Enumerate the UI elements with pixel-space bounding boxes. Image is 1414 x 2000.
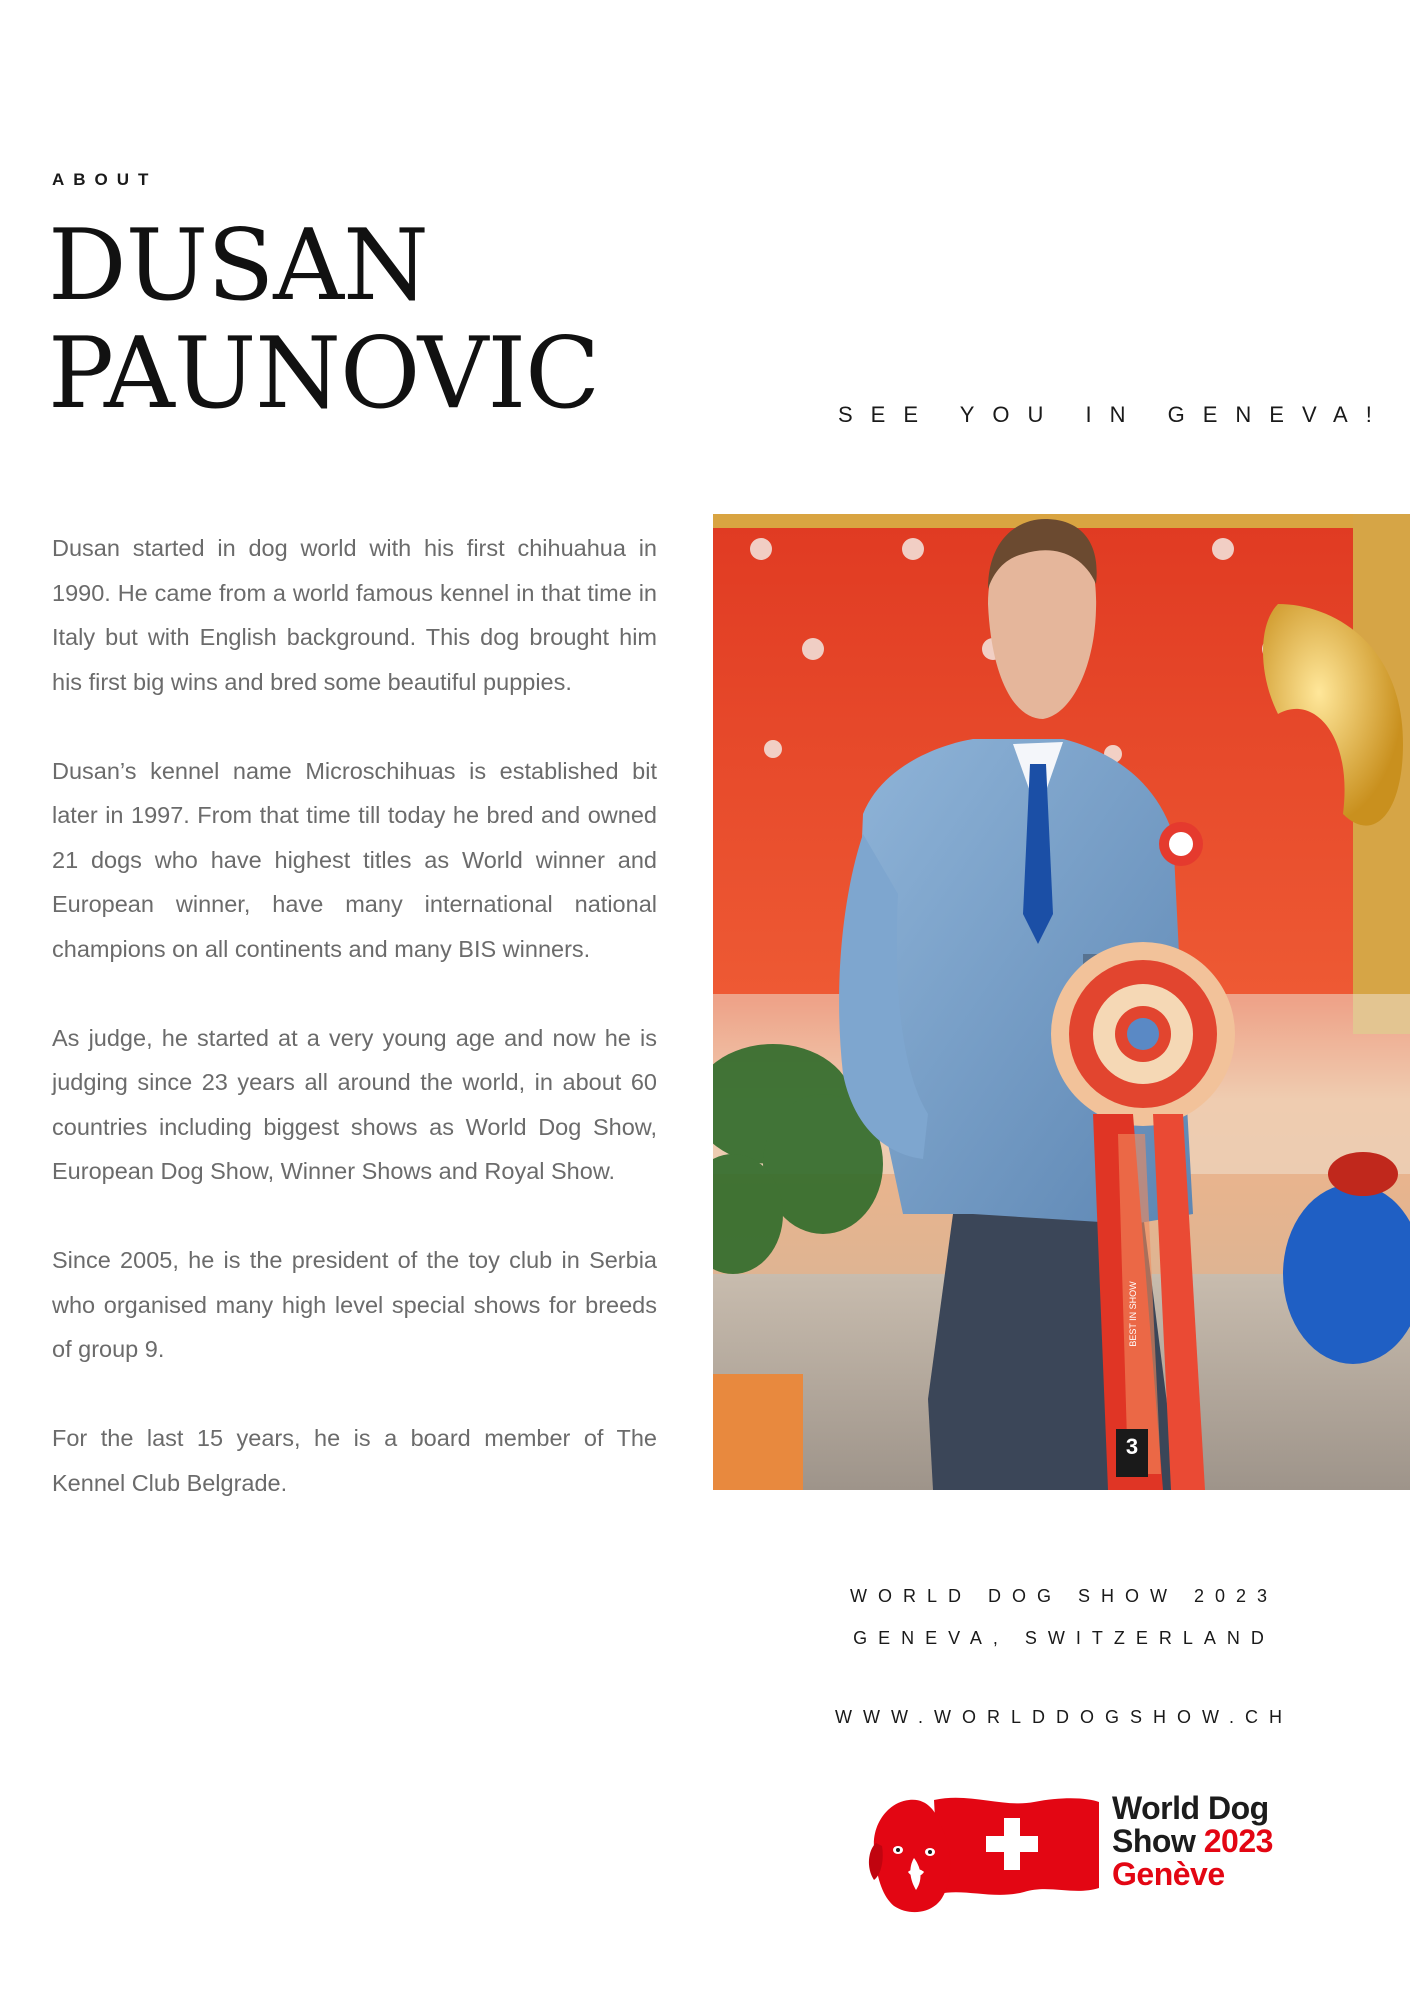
world-dog-show-logo — [864, 1788, 1294, 1918]
logo-show: Show — [1112, 1823, 1196, 1859]
saint-bernard-flag-icon — [864, 1788, 1104, 1918]
event-name: WORLD DOG SHOW 2023 — [849, 1586, 1279, 1606]
biography — [52, 526, 657, 1550]
title-first-name: DUSAN — [48, 209, 428, 323]
logo-line-2 — [1112, 1825, 1273, 1858]
bio-paragraph: For the last 15 years, he is a board member of The Kennel Club Belgrade. — [52, 1425, 657, 1496]
logo-wordmark — [1112, 1792, 1273, 1891]
bio-paragraph: Dusan started in dog world with his first chihuahua in 1990. He came from a world famous kennel in that time in Italy but with English background. This dog brought him his first big wins and bred some beautiful puppies. — [52, 535, 657, 695]
ribbon-number: 3 — [1125, 1434, 1139, 1459]
logo-line-1: World Dog — [1112, 1790, 1269, 1826]
bio-paragraph: Since 2005, he is the president of the toy club in Serbia who organised many high level special shows for breeds of group 9. — [52, 1247, 657, 1362]
event-location: GENEVA, SWITZERLAND — [853, 1628, 1275, 1648]
ribbon-text: BEST IN SHOW — [1128, 1281, 1138, 1347]
bio-paragraph: Dusan’s kennel name Microschihuas is established bit later in 1997. From that time till today he bred and owned 21 dogs who have highest titles as World winner and European winner, have many international national champions on all continents and many BIS winners. — [52, 757, 657, 962]
tagline: SEE YOU IN GENEVA! — [838, 402, 1390, 427]
logo-year: 2023 — [1203, 1823, 1273, 1859]
bio-paragraph: As judge, he started at a very young age and now he is judging since 23 years all around the world, in about 60 countries including biggest shows as World Dog Show, European Dog Show, Winner Shows and Royal Show. — [52, 1024, 657, 1184]
title-last-name: PAUNOVIC — [48, 317, 600, 431]
section-eyebrow: ABOUT — [52, 170, 158, 189]
judge-photo — [713, 514, 1410, 1490]
logo-line-3: Genève — [1112, 1856, 1225, 1892]
website-link[interactable]: WWW.WORLDDOGSHOW.CH — [835, 1707, 1293, 1727]
page-title — [48, 209, 600, 431]
